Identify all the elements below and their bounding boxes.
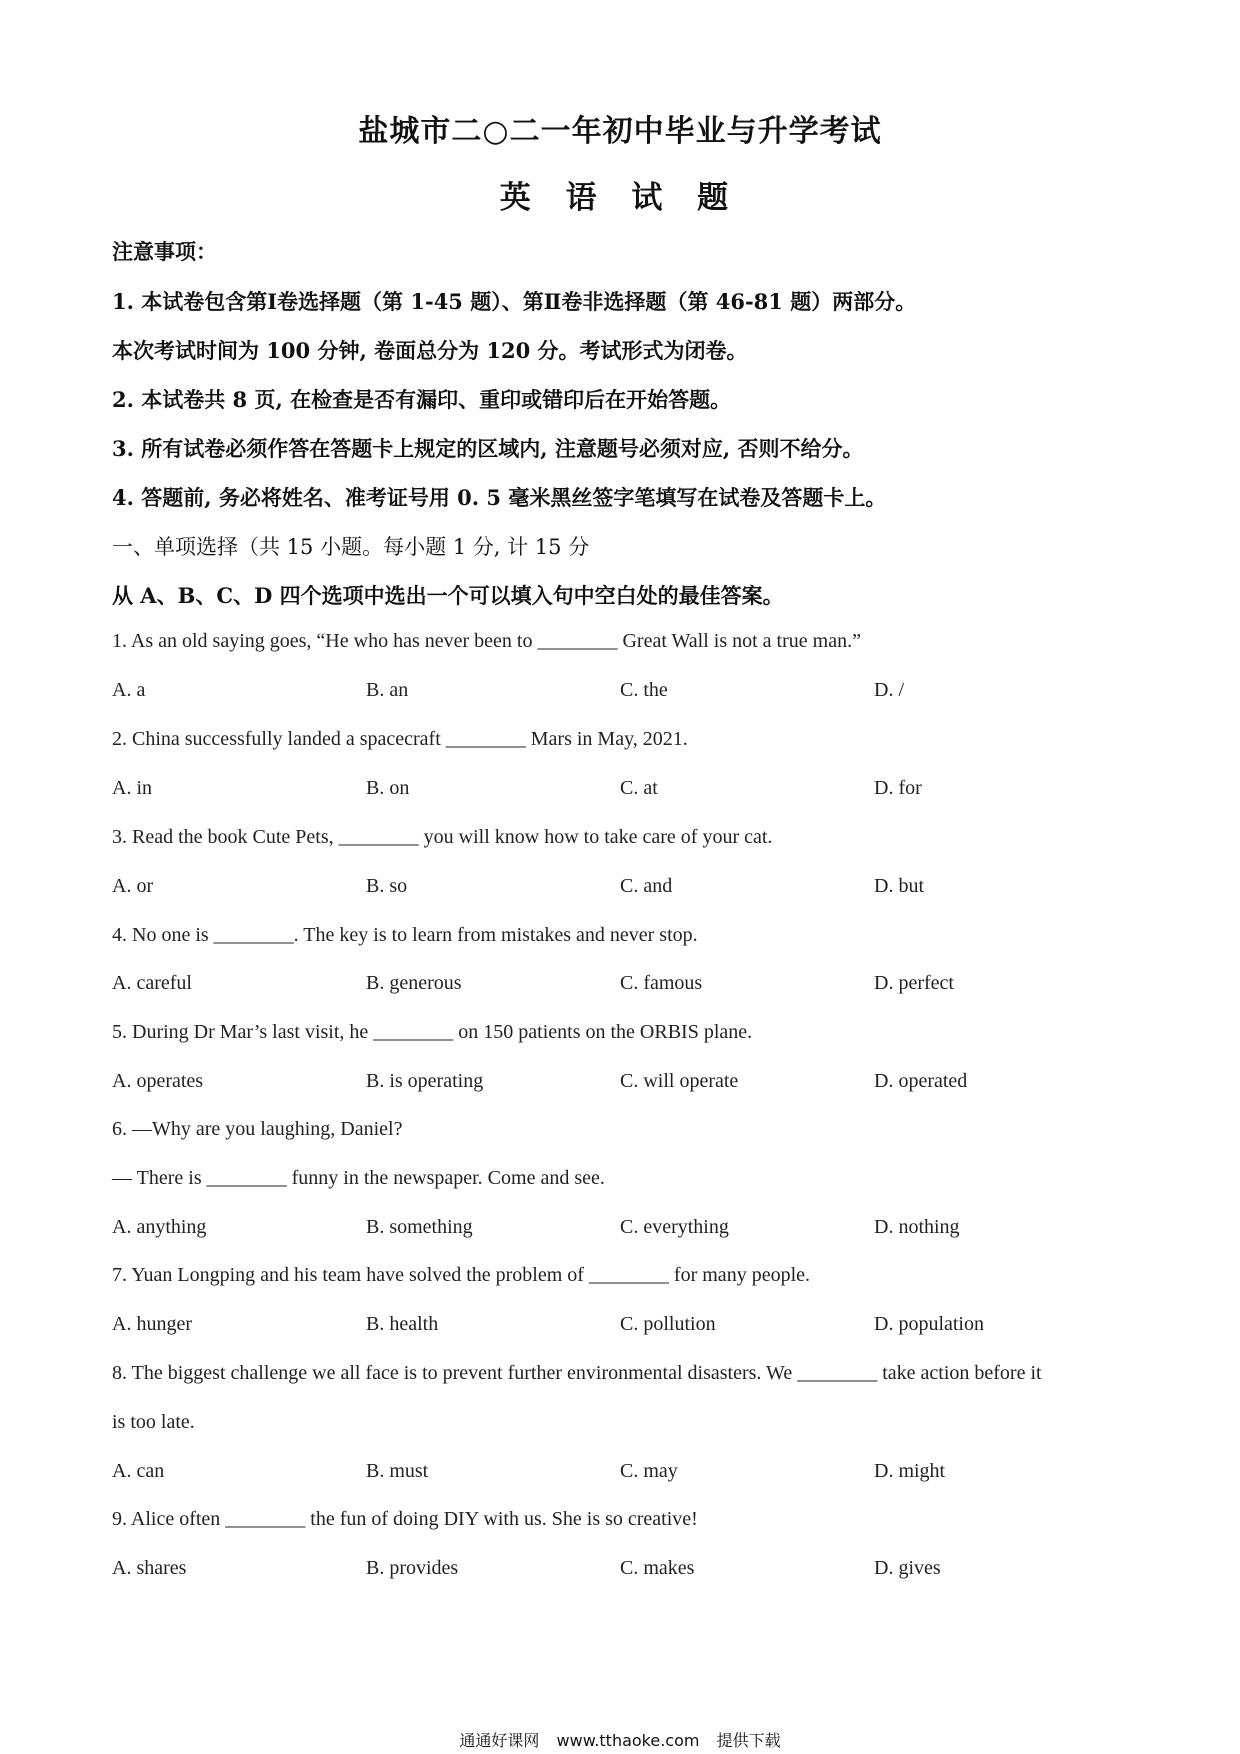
option-b: B. on [366,777,410,799]
question-stem: 1. As an old saying goes, “He who has never been to ________ Great Wall is not a true man.” [112,630,861,652]
page-footer [0,1728,1240,1751]
question-stem: 8. The biggest challenge we all face is to prevent further environmental disasters. We ________ take action before it [112,1362,1042,1384]
exam-title: 盐城市二○二一年初中毕业与升学考试 [358,114,882,149]
question-stem: 6. —Why are you laughing, Daniel? [112,1118,403,1140]
option-b: B. something [366,1216,473,1238]
option-d: D. might [874,1460,946,1482]
option-a: A. or [112,875,154,897]
section-instruction: 从 A、B、C、D 四个选项中选出一个可以填入句中空白处的最佳答案。 [112,583,784,608]
question-stem-continued: — There is ________ funny in the newspaper. Come and see. [112,1167,605,1189]
option-a: A. operates [112,1070,204,1092]
option-b: B. is operating [366,1070,484,1092]
option-a: A. a [112,679,146,701]
option-c: C. pollution [620,1313,716,1335]
option-a: A. shares [112,1557,187,1579]
question-options [112,1070,1112,1100]
footer-site-name: 通通好课网 [459,1731,540,1750]
option-c: C. famous [620,972,703,994]
question-stem: 3. Read the book Cute Pets, ________ you will know how to take care of your cat. [112,826,773,848]
option-b: B. health [366,1313,439,1335]
option-a: A. anything [112,1216,207,1238]
question-options [112,1313,1112,1343]
option-a: A. hunger [112,1313,192,1335]
footer-note: 提供下载 [716,1731,781,1750]
question-stem: 9. Alice often ________ the fun of doing DIY with us. She is so creative! [112,1508,698,1530]
question-options [112,1216,1112,1246]
note-item: 1. 本试卷包含第Ⅰ卷选择题（第 1-45 题）、第Ⅱ卷非选择题（第 46-81 题）两部分。 [112,289,917,314]
question-stem: 4. No one is ________. The key is to learn from mistakes and never stop. [112,924,698,946]
option-d: D. but [874,875,924,897]
option-b: B. an [366,679,409,701]
question-stem-continued: is too late. [112,1411,195,1433]
question-stem: 2. China successfully landed a spacecraft ________ Mars in May, 2021. [112,728,688,750]
option-b: B. generous [366,972,462,994]
option-c: C. and [620,875,673,897]
option-a: A. in [112,777,152,799]
question-options [112,875,1112,905]
note-item: 3. 所有试卷必须作答在答题卡上规定的区域内, 注意题号必须对应, 否则不给分。 [112,436,864,461]
option-d: D. gives [874,1557,941,1579]
question-options [112,1460,1112,1490]
question-options [112,972,1112,1002]
option-b: B. must [366,1460,429,1482]
section-heading: 一、单项选择（共 15 小题。每小题 1 分, 计 15 分 [112,535,590,559]
question-options [112,1557,1112,1587]
option-d: D. / [874,679,904,701]
note-item: 本次考试时间为 100 分钟, 卷面总分为 120 分。考试形式为闭卷。 [112,338,748,363]
footer-url[interactable]: www.tthaoke.com [556,1731,700,1750]
note-item: 2. 本试卷共 8 页, 在检查是否有漏印、重印或错印后在开始答题。 [112,387,732,412]
question-stem: 5. During Dr Mar’s last visit, he ________ on 150 patients on the ORBIS plane. [112,1021,753,1043]
option-a: A. can [112,1460,165,1482]
notes-heading: 注意事项： [112,239,217,264]
option-c: C. the [620,679,668,701]
option-c: C. may [620,1460,678,1482]
question-options [112,679,1112,709]
option-a: A. careful [112,972,192,994]
option-c: C. at [620,777,658,799]
option-d: D. operated [874,1070,968,1092]
option-c: C. will operate [620,1070,739,1092]
option-d: D. nothing [874,1216,960,1238]
option-d: D. for [874,777,922,799]
question-options [112,777,1112,807]
question-stem: 7. Yuan Longping and his team have solved the problem of ________ for many people. [112,1264,810,1286]
option-c: C. makes [620,1557,695,1579]
option-c: C. everything [620,1216,729,1238]
option-d: D. population [874,1313,984,1335]
exam-subtitle: 英 语 试 题 [499,180,741,216]
note-item: 4. 答题前, 务必将姓名、准考证号用 0. 5 毫米黑丝签字笔填写在试卷及答题卡上。 [112,485,887,510]
option-b: B. provides [366,1557,459,1579]
option-d: D. perfect [874,972,954,994]
option-b: B. so [366,875,408,897]
